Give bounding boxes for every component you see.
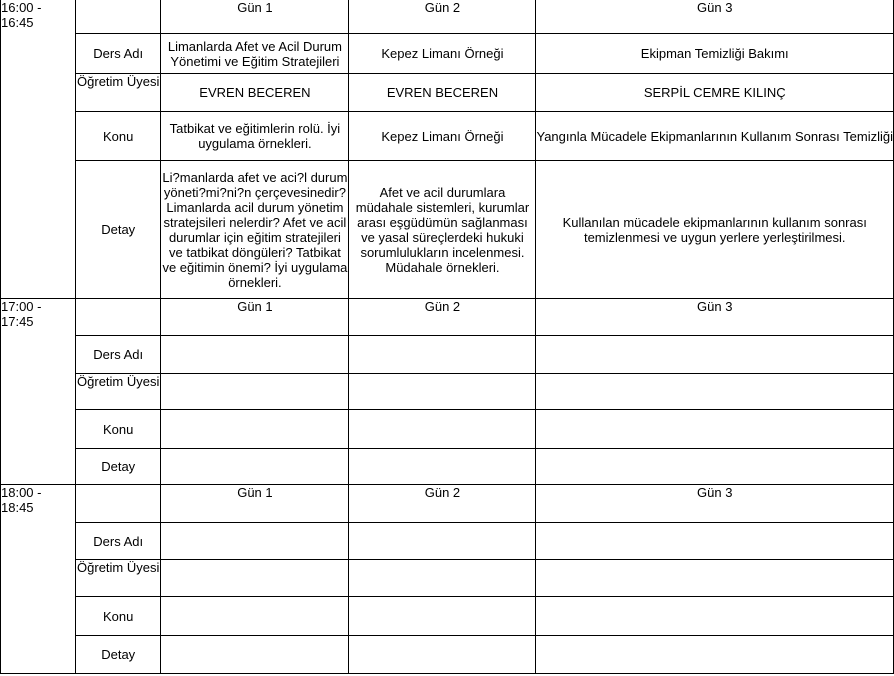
- detail-row: [1, 636, 894, 674]
- topic-cell: Yangınla Mücadele Ekipmanlarının Kullanım Sonrası Temizliği: [536, 112, 894, 161]
- day-header: Gün 1: [161, 0, 349, 34]
- day-header: Gün 3: [536, 0, 894, 34]
- day-header: Gün 1: [161, 299, 349, 336]
- topic-row: [1, 112, 894, 161]
- topic-cell: [161, 410, 349, 449]
- course-row: [1, 523, 894, 560]
- row-label-course: Ders Adı: [75, 523, 160, 560]
- detail-cell: Afet ve acil durumlara müdahale sistemleri, kurumlar arası eşgüdümün sağlanması ve yasal süreçlerdeki hukuki sorumlulukların incelenmesi. Müdahale örnekleri.: [349, 161, 536, 299]
- detail-cell: [536, 449, 894, 485]
- course-cell: Limanlarda Afet ve Acil Durum Yönetimi ve Eğitim Stratejileri: [161, 34, 349, 74]
- detail-cell: [349, 449, 536, 485]
- topic-cell: [349, 597, 536, 636]
- row-label-course: Ders Adı: [75, 336, 160, 374]
- row-label-lecturer: Öğretim Üyesi: [75, 74, 160, 112]
- day-header: Gün 3: [536, 299, 894, 336]
- course-cell: [349, 523, 536, 560]
- course-cell: [536, 336, 894, 374]
- day-header-row: [1, 299, 894, 336]
- lecturer-cell: EVREN BECEREN: [161, 74, 349, 112]
- topic-row: [1, 410, 894, 449]
- lecturer-row: [1, 374, 894, 410]
- lecturer-row: [1, 74, 894, 112]
- day-header: Gün 2: [349, 0, 536, 34]
- time-slot: 16:00 - 16:45: [1, 0, 76, 299]
- detail-cell: Li?manlarda afet ve aci?l durum yöneti?mi?ni?n çerçevesinedir? Limanlarda acil durum yönetim stratejsileri nelerdir? Afet ve acil durumlar için eğitim stratejileri ve tatbikat döngüleri? Tatbikat ve eğitimin önemi? İyi uygulama örnekleri.: [161, 161, 349, 299]
- course-cell: [536, 523, 894, 560]
- detail-cell: [536, 636, 894, 674]
- day-header: Gün 2: [349, 299, 536, 336]
- row-label-detail: Detay: [75, 636, 160, 674]
- topic-cell: Kepez Limanı Örneği: [349, 112, 536, 161]
- row-label-detail: Detay: [75, 161, 160, 299]
- row-label-course: Ders Adı: [75, 34, 160, 74]
- row-label-lecturer: Öğretim Üyesi: [75, 560, 160, 597]
- row-label-detail: Detay: [75, 449, 160, 485]
- row-label-topic: Konu: [75, 410, 160, 449]
- lecturer-row: [1, 560, 894, 597]
- day-header-row: [1, 485, 894, 523]
- topic-cell: [536, 597, 894, 636]
- day-header: Gün 1: [161, 485, 349, 523]
- time-slot: 18:00 - 18:45: [1, 485, 76, 674]
- course-cell: [349, 336, 536, 374]
- topic-cell: Tatbikat ve eğitimlerin rolü. İyi uygulama örnekleri.: [161, 112, 349, 161]
- detail-cell: [349, 636, 536, 674]
- lecturer-cell: [349, 560, 536, 597]
- row-label-topic: Konu: [75, 112, 160, 161]
- day-header: Gün 2: [349, 485, 536, 523]
- course-cell: Kepez Limanı Örneği: [349, 34, 536, 74]
- lecturer-cell: [536, 374, 894, 410]
- detail-row: [1, 449, 894, 485]
- course-cell: [161, 523, 349, 560]
- course-cell: [161, 336, 349, 374]
- day-header-row: [1, 0, 894, 34]
- empty-cell: [75, 485, 160, 523]
- detail-cell: [161, 449, 349, 485]
- detail-cell: Kullanılan mücadele ekipmanlarının kullanım sonrası temizlenmesi ve uygun yerlere yerleştirilmesi.: [536, 161, 894, 299]
- lecturer-cell: EVREN BECEREN: [349, 74, 536, 112]
- course-cell: Ekipman Temizliği Bakımı: [536, 34, 894, 74]
- topic-cell: [161, 597, 349, 636]
- day-header: Gün 3: [536, 485, 894, 523]
- topic-cell: [536, 410, 894, 449]
- topic-cell: [349, 410, 536, 449]
- time-slot: 17:00 - 17:45: [1, 299, 76, 485]
- row-label-lecturer: Öğretim Üyesi: [75, 374, 160, 410]
- lecturer-cell: [349, 374, 536, 410]
- lecturer-cell: [161, 374, 349, 410]
- topic-row: [1, 597, 894, 636]
- course-row: [1, 336, 894, 374]
- detail-row: [1, 161, 894, 299]
- detail-cell: [161, 636, 349, 674]
- row-label-topic: Konu: [75, 597, 160, 636]
- lecturer-cell: [536, 560, 894, 597]
- course-row: [1, 34, 894, 74]
- empty-cell: [75, 299, 160, 336]
- lecturer-cell: SERPİL CEMRE KILINÇ: [536, 74, 894, 112]
- empty-cell: [75, 0, 160, 34]
- lecturer-cell: [161, 560, 349, 597]
